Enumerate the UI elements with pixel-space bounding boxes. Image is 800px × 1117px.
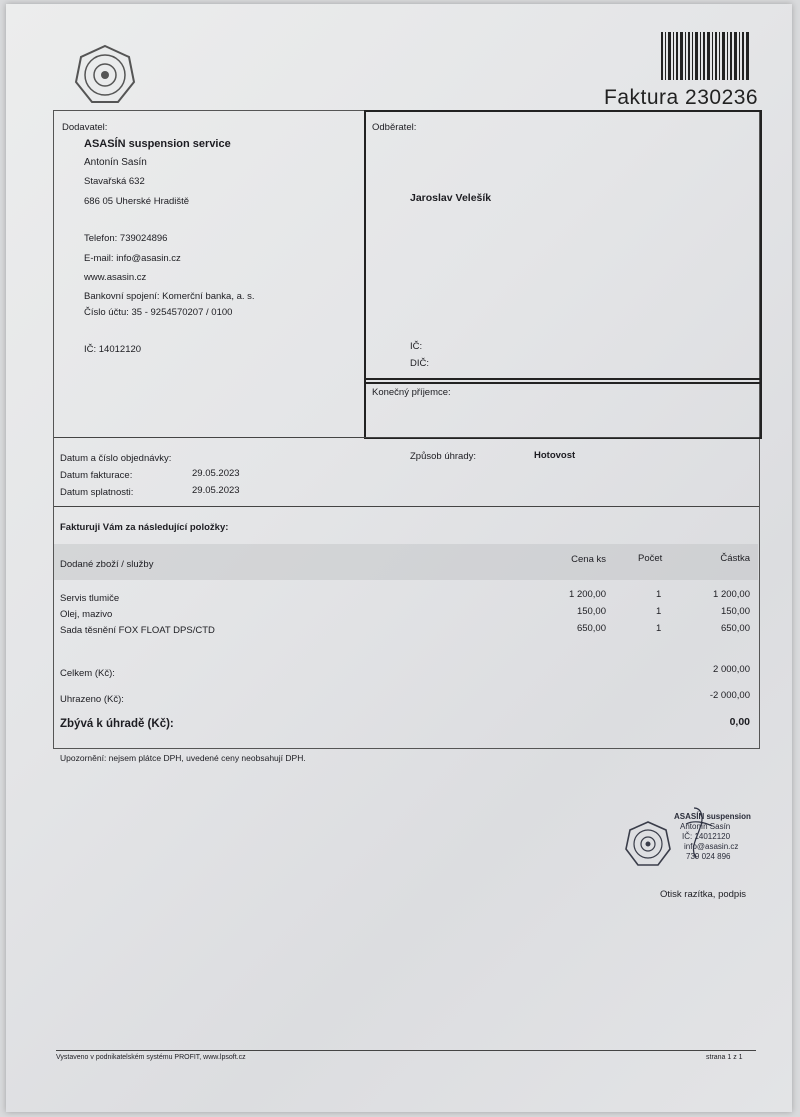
footer-divider bbox=[56, 1050, 756, 1051]
paid-label: Uhrazeno (Kč): bbox=[60, 694, 124, 705]
item-qty: 1 bbox=[656, 623, 662, 634]
stamp-caption: Otisk razítka, podpis bbox=[660, 889, 747, 900]
due-date-label: Datum splatnosti: bbox=[60, 487, 134, 498]
supplier-email: E-mail: info@asasin.cz bbox=[84, 253, 181, 264]
remaining-label: Zbývá k úhradě (Kč): bbox=[60, 718, 174, 730]
supplier-company: ASASÍN suspension service bbox=[84, 138, 231, 150]
item-amount: 650,00 bbox=[720, 623, 750, 634]
customer-dic-label: DIČ: bbox=[410, 358, 429, 369]
supplier-web: www.asasin.cz bbox=[84, 272, 147, 283]
supplier-city: 686 05 Uherské Hradiště bbox=[84, 196, 190, 207]
stamp-line-name: Antonín Sasín bbox=[680, 822, 731, 831]
final-recipient-label: Konečný příjemce: bbox=[372, 387, 451, 398]
payment-value: Hotovost bbox=[534, 450, 576, 461]
customer-ic-label: IČ: bbox=[410, 341, 423, 352]
payment-label: Způsob úhrady: bbox=[410, 451, 477, 462]
item-qty: 1 bbox=[656, 589, 662, 600]
header-qty: Počet bbox=[638, 553, 663, 564]
due-date-value: 29.05.2023 bbox=[192, 485, 240, 496]
item-amount: 150,00 bbox=[720, 606, 750, 617]
item-qty: 1 bbox=[656, 606, 662, 617]
item-name: Servis tlumiče bbox=[60, 593, 120, 604]
supplier-label: Dodavatel: bbox=[62, 122, 108, 133]
item-name: Olej, mazivo bbox=[60, 609, 113, 620]
invoice-page bbox=[6, 4, 792, 1112]
stamp bbox=[624, 812, 772, 878]
divider-items bbox=[54, 506, 759, 507]
header-price: Cena ks bbox=[571, 554, 606, 565]
customer-name: Jaroslav Velešík bbox=[410, 192, 492, 204]
invoice-title: Faktura 230236 bbox=[604, 86, 759, 109]
item-price: 650,00 bbox=[576, 623, 606, 634]
stamp-line-ic: IČ: 14012120 bbox=[682, 832, 731, 841]
item-amount: 1 200,00 bbox=[713, 589, 750, 600]
paid-value: -2 000,00 bbox=[709, 690, 750, 701]
footer-left: Vystaveno v podnikatelském systému PROFIT, www.lpsoft.cz bbox=[56, 1054, 246, 1061]
customer-box bbox=[364, 110, 762, 384]
total-value: 2 000,00 bbox=[713, 664, 750, 675]
items-intro: Fakturuji Vám za následující položky: bbox=[60, 522, 229, 533]
invoice-date-value: 29.05.2023 bbox=[192, 468, 240, 479]
customer-label: Odběratel: bbox=[372, 122, 417, 133]
stamp-line-email: info@asasin.cz bbox=[684, 842, 739, 851]
supplier-street: Stavařská 632 bbox=[84, 176, 145, 187]
header-amount: Částka bbox=[720, 553, 750, 564]
header-goods: Dodané zboží / služby bbox=[60, 559, 154, 570]
remaining-value: 0,00 bbox=[729, 716, 750, 728]
invoice-date-label: Datum fakturace: bbox=[60, 470, 133, 481]
divider-dates bbox=[54, 437, 759, 438]
supplier-account: Číslo účtu: 35 - 9254570207 / 0100 bbox=[84, 307, 233, 318]
stamp-line-phone: 739 024 896 bbox=[686, 852, 731, 861]
order-label: Datum a číslo objednávky: bbox=[60, 453, 172, 464]
supplier-phone: Telefon: 739024896 bbox=[84, 233, 168, 244]
total-label: Celkem (Kč): bbox=[60, 668, 115, 679]
barcode-icon bbox=[661, 32, 749, 80]
item-price: 150,00 bbox=[576, 606, 606, 617]
supplier-ic: IČ: 14012120 bbox=[84, 344, 142, 355]
footer-page: strana 1 z 1 bbox=[706, 1054, 743, 1061]
stamp-line-company: ASASÍN suspension bbox=[674, 812, 751, 821]
item-name: Sada těsnění FOX FLOAT DPS/CTD bbox=[60, 625, 215, 636]
vat-notice: Upozornění: nejsem plátce DPH, uvedené ceny neobsahují DPH. bbox=[60, 753, 306, 763]
company-logo-icon bbox=[74, 44, 136, 106]
supplier-bank: Bankovní spojení: Komerční banka, a. s. bbox=[84, 291, 255, 302]
signature-icon bbox=[664, 804, 724, 864]
item-price: 1 200,00 bbox=[569, 589, 606, 600]
supplier-name: Antonín Sasín bbox=[84, 157, 147, 168]
